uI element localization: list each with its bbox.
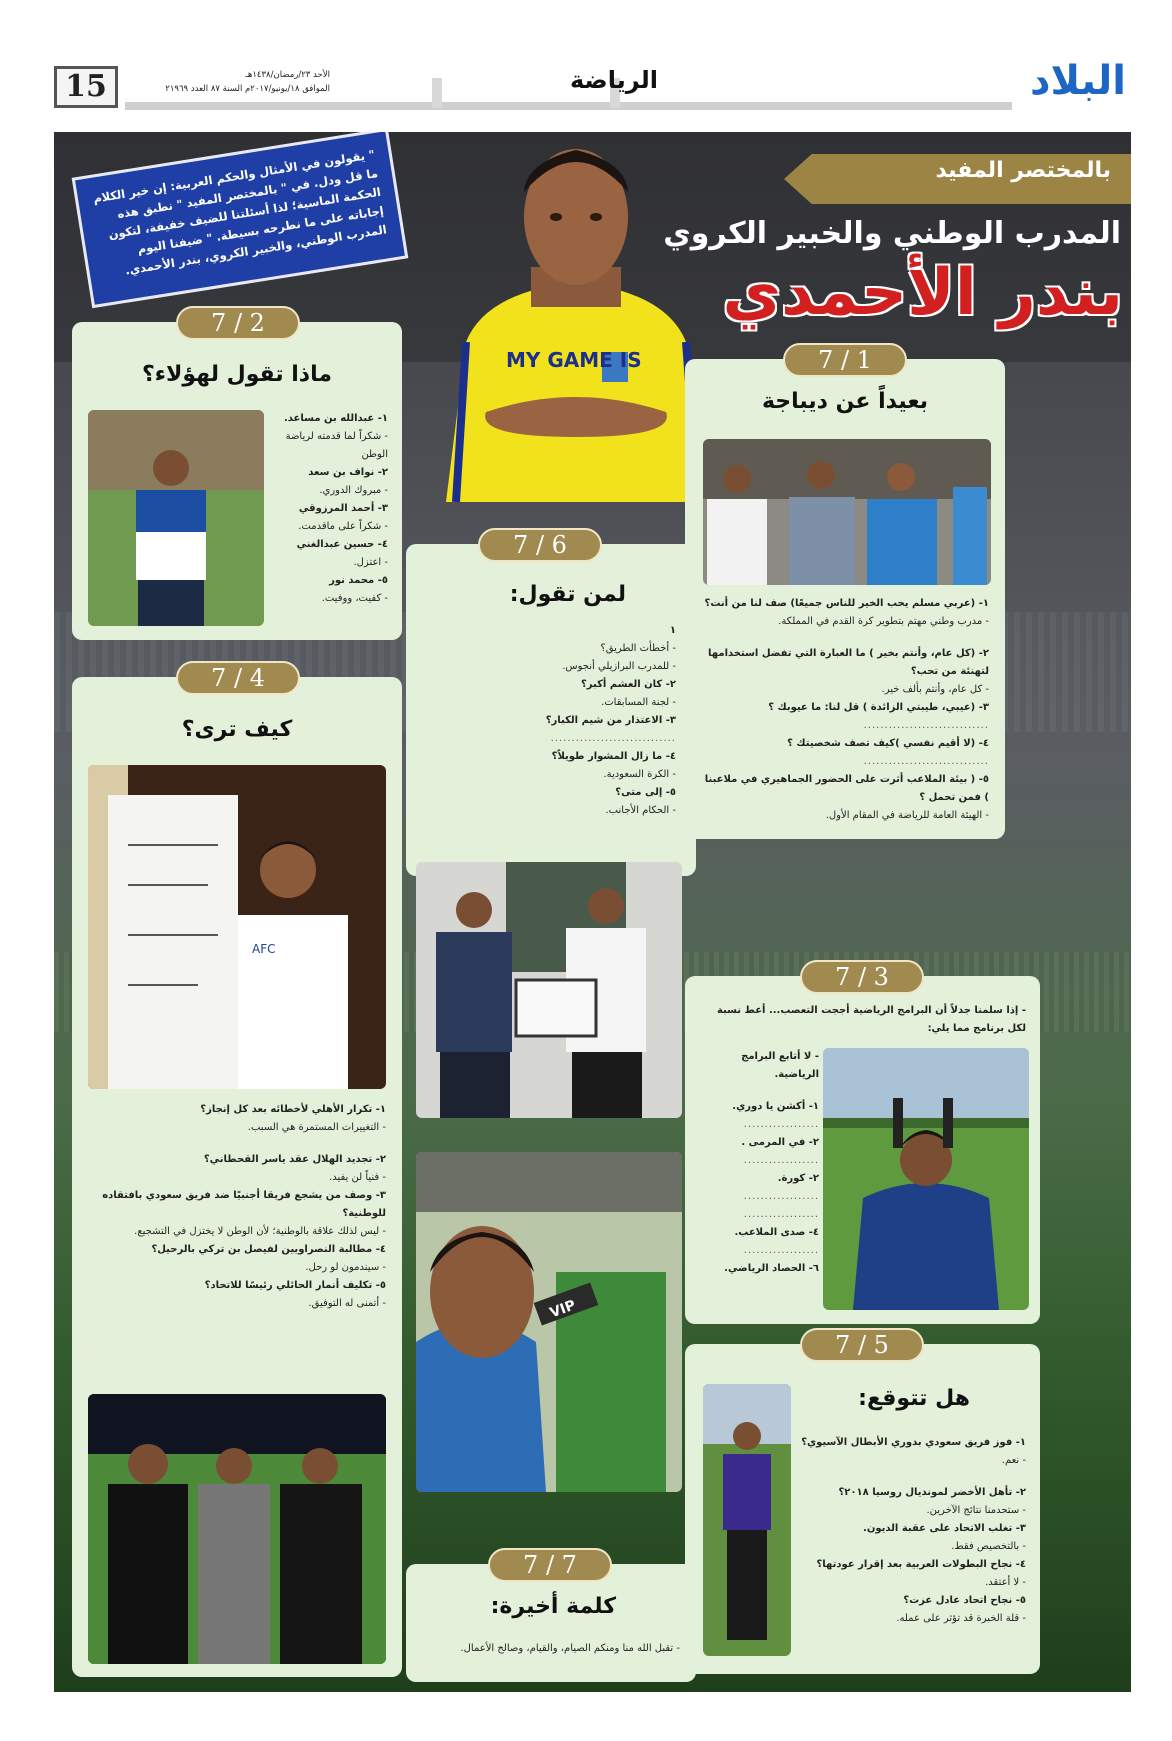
qa-list xyxy=(699,595,989,825)
card-title: كلمة أخيرة: xyxy=(490,1594,616,1619)
qa-line: - تقبل الله منا ومنكم الصيام، والقيام، وصالح الأعمال. xyxy=(460,1643,680,1654)
qa-line: ٢- في المرمى . xyxy=(741,1137,819,1148)
masthead-divider xyxy=(432,78,442,108)
headline-name: بندر الأحمدي xyxy=(722,256,1123,330)
qa-list xyxy=(268,410,388,608)
qa-line: - كفيت، ووفيت. xyxy=(321,593,388,604)
qa-line: .............................. xyxy=(863,720,989,731)
qa-line: .................. xyxy=(743,1155,819,1166)
qa-line: ٣- (عيبي، طيبتي الزائدة ) قل لنا: ما عيوبك ؟ xyxy=(768,702,989,713)
qa-line: ٣- وصف من يشجع فريقا أجنبيًا ضد فريق سعودي بافتقاده للوطنية؟ xyxy=(102,1190,386,1219)
section-name: الرياضة xyxy=(570,66,658,94)
qa-line: - نعم. xyxy=(1001,1455,1026,1466)
photo-coach-on-pitch xyxy=(88,410,264,626)
qa-line: - أخطأت الطريق؟ xyxy=(600,643,676,654)
card-badge: 7 / 4 xyxy=(176,661,300,695)
qa-line: - الهيئة العامة للرياضة في المقام الأول. xyxy=(825,810,989,821)
qa-line: .................. xyxy=(743,1191,819,1202)
qa-line: ٤- نجاح البطولات العربية بعد إقرار عودتها؟ xyxy=(816,1559,1026,1570)
card-7-1 xyxy=(685,346,1005,839)
qa-line: .............................. xyxy=(863,756,989,767)
date-line-gregorian: الموافق ١٨/يونيو/٢٠١٧م السنة ٨٧ العدد ٢١٩٦٩ xyxy=(165,84,330,94)
photo-coach-blue-jacket xyxy=(823,1048,1029,1310)
qa-line: .................. xyxy=(743,1119,819,1130)
qa-line: - للمدرب البرازيلي أنجوس. xyxy=(562,661,676,672)
masthead-rule xyxy=(125,102,1012,110)
qa-line: ٦- الحصاد الرياضي. xyxy=(724,1263,819,1274)
qa-line: - بالتخصيص فقط. xyxy=(951,1541,1026,1552)
card-7-5 xyxy=(685,1331,1040,1674)
masthead xyxy=(50,58,1130,116)
coach-portrait xyxy=(426,132,726,502)
photo-coach-purple-shirt xyxy=(703,1384,791,1656)
qa-line: ١ xyxy=(669,625,676,636)
newspaper-logo: البلاد xyxy=(1030,58,1126,104)
qa-line: ٢- تجديد الهلال عقد ياسر القحطاني؟ xyxy=(203,1154,386,1165)
dateline xyxy=(130,68,330,96)
qa-line: - اعتزل. xyxy=(353,557,388,568)
qa-line: - أتمنى له التوفيق. xyxy=(308,1298,386,1309)
qa-line: - مبروك الدوري. xyxy=(319,485,388,496)
vip-sign: VIP xyxy=(547,1297,578,1322)
qa-line: ٢- (كل عام، وأنتم بخير ) ما العبارة التي تفضل استخدامها لتهنئة من تحب؟ xyxy=(708,648,989,677)
photo-three-coaches-night xyxy=(88,1394,386,1664)
qa-line: ١- (عربي مسلم يحب الخير للناس جميعًا) صف لنا من أنت؟ xyxy=(704,598,989,609)
qa-line: ١- تكرار الأهلي لأخطائه بعد كل إنجاز؟ xyxy=(200,1104,386,1115)
qa-line: ٥- إلى متى؟ xyxy=(615,787,676,798)
card-badge: 7 / 1 xyxy=(783,343,907,377)
card-title: ماذا تقول لهؤلاء؟ xyxy=(142,362,332,387)
qa-line: - سيندمون لو رحل. xyxy=(305,1262,386,1273)
card-badge: 7 / 3 xyxy=(800,960,924,994)
card-7-7 xyxy=(406,1551,696,1682)
card-7-3 xyxy=(685,963,1040,1324)
afc-logo: AFC xyxy=(252,942,276,956)
qa-line: ١- فوز فريق سعودي بدوري الأبطال الآسيوي؟ xyxy=(801,1437,1026,1448)
card-badge: 7 / 7 xyxy=(488,1548,612,1582)
qa-line: .............................. xyxy=(550,733,676,744)
shirt-text: MY GAME IS xyxy=(506,348,642,372)
qa-list xyxy=(422,1640,680,1658)
intro-text: " يقولون في الأمثال والحكم العربية: إن خير الكلام ما قل ودل. في " بالمختصر المفيد " نطبق هذه الحكمة الماسية؛ لذا أسئلتنا للضيف خفيفة، لتكون إجاباته على ما نطرحه بسيطة. " ضيفنا اليوم المدرب الوطني، والخبير الكروي، بندر الأحمدي. xyxy=(92,147,388,278)
date-line-hijri: الأحد ٢٣/رمضان/١٤٣٨هـ xyxy=(245,70,330,80)
qa-line: ٣- أحمد المرزوقي xyxy=(298,503,388,514)
qa-line: ٤- حسين عبدالغني xyxy=(296,539,388,550)
card-7-2 xyxy=(72,309,402,640)
qa-line: - شكراً على ماقدمت. xyxy=(298,521,388,532)
card-7-4 xyxy=(72,664,402,1677)
qa-gap xyxy=(88,1137,386,1151)
qa-line: ٢- كان العشم أكبر؟ xyxy=(580,679,676,690)
qa-gap xyxy=(695,1084,819,1098)
qa-line: ٥- نجاح اتحاد عادل عزت؟ xyxy=(903,1595,1026,1606)
card-title: بعيداً عن ديباجة xyxy=(761,389,929,414)
qa-line: ٤- (لا أقيم نفسي )كيف تصف شخصيتك ؟ xyxy=(787,738,989,749)
qa-list xyxy=(426,622,676,820)
card-7-6-column xyxy=(406,531,696,1644)
qa-line: - كل عام، وأنتم بألف خير. xyxy=(881,684,989,695)
qa-line: ٤- مطالبة النصراويين لفيصل بن تركي بالرحيل؟ xyxy=(151,1244,386,1255)
photo-selfie-stadium xyxy=(416,1152,682,1492)
qa-line: - فنياً لن يفيد. xyxy=(329,1172,386,1183)
qa-gap xyxy=(797,1470,1026,1484)
qa-line: - التغييرات المستمرة هي السبب. xyxy=(247,1122,386,1133)
card-title: كيف ترى؟ xyxy=(181,717,293,742)
qa-line: ٣- تغلب الاتحاد على عقبة الديون. xyxy=(863,1523,1026,1534)
qa-line: ١- أكشن يا دوري. xyxy=(732,1101,819,1112)
qa-line: ٣- الاعتذار من شيم الكبار؟ xyxy=(545,715,676,726)
feature-panel xyxy=(54,132,1131,1692)
kicker: بالمختصر المفيد xyxy=(935,158,1111,183)
card-badge: 7 / 2 xyxy=(176,306,300,340)
qa-line: - لا أعتقد. xyxy=(985,1577,1026,1588)
qa-line: ٤- صدى الملاعب. xyxy=(734,1227,819,1238)
qa-list xyxy=(88,1101,386,1313)
photo-coach-whiteboard xyxy=(88,765,386,1089)
qa-line: - لجنة المسابقات. xyxy=(601,697,676,708)
card-7-6 xyxy=(406,531,696,876)
card-badge: 7 / 6 xyxy=(478,528,602,562)
card-intro: - إذا سلمنا جدلاً أن البرامج الرياضية أججت التعصب... أعط نسبة لكل برنامج مما يلي: xyxy=(716,1005,1026,1034)
qa-list xyxy=(695,1048,819,1278)
qa-line: - قلة الخبرة قد تؤثر على عمله. xyxy=(896,1613,1026,1624)
qa-line: - مدرب وطني مهتم بتطوير كرة القدم في المملكة. xyxy=(778,616,989,627)
card-badge: 7 / 5 xyxy=(800,1328,924,1362)
qa-line: ٤- ما زال المشوار طويلاً؟ xyxy=(551,751,676,762)
qa-line: ٢- كورة. xyxy=(777,1173,819,1184)
qa-line: - ليس لذلك علاقة بالوطنية؛ لأن الوطن لا يختزل في التشجيع. xyxy=(134,1226,386,1237)
page-number: 15 xyxy=(54,66,118,108)
qa-gap xyxy=(699,631,989,645)
qa-line: - الكرة السعودية. xyxy=(603,769,676,780)
qa-line: ٢- تأهل الأخضر لمونديال روسيا ٢٠١٨؟ xyxy=(838,1487,1026,1498)
card-title: لمن تقول: xyxy=(509,582,626,607)
qa-line: ٥- محمد نور xyxy=(329,575,388,586)
qa-line: .................. xyxy=(743,1245,819,1256)
photo-group-three-men xyxy=(703,439,991,585)
card-title: هل تتوقع: xyxy=(858,1386,970,1411)
qa-line: - لا أتابع البرامج الرياضية. xyxy=(741,1051,819,1080)
qa-line: - شكراً لما قدمته لرياضة الوطن xyxy=(285,431,388,460)
qa-line: ٥- تكليف أنمار الحائلي رئيسًا للاتحاد؟ xyxy=(204,1280,386,1291)
qa-line: - ستحدمنا نتائج الآخرين. xyxy=(926,1505,1026,1516)
qa-line: ٢- نواف بن سعد xyxy=(308,467,388,478)
headline-subtitle: المدرب الوطني والخبير الكروي xyxy=(663,216,1121,251)
qa-list xyxy=(797,1434,1026,1628)
photo-certificate-handover xyxy=(416,862,682,1118)
qa-line: ١- عبدالله بن مساعد. xyxy=(283,413,388,424)
qa-line: ٥- ( بيئة الملاعب أثرت على الحضور الجماهيري في ملاعبنا ) فمن تحمل ؟ xyxy=(704,774,989,803)
qa-line: - الحكام الأجانب. xyxy=(605,805,676,816)
qa-line: .................. xyxy=(743,1209,819,1220)
